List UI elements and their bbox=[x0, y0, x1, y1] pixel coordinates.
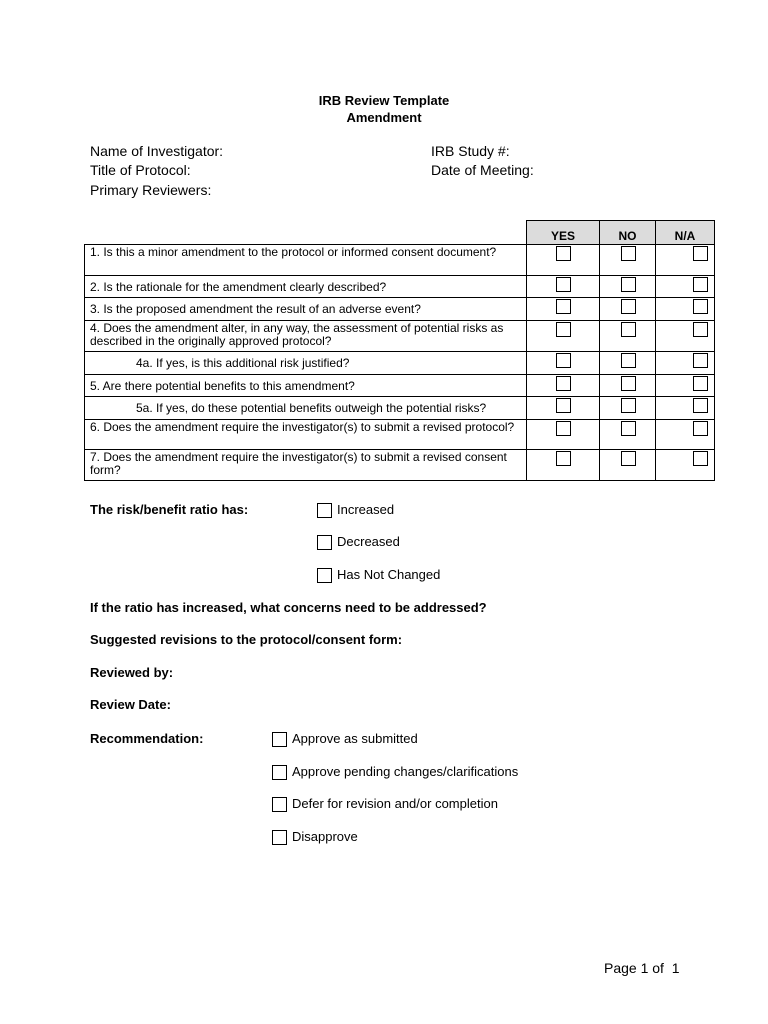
question-text: 7. Does the amendment require the investigator(s) to submit a revised consent form? bbox=[85, 450, 527, 481]
table-corner bbox=[85, 221, 527, 245]
na-cell bbox=[656, 397, 715, 420]
yes-checkbox[interactable] bbox=[556, 322, 571, 337]
revisions-label: Suggested revisions to the protocol/consent form: bbox=[90, 632, 403, 647]
approve-pending-checkbox[interactable] bbox=[272, 765, 287, 780]
question-text: 3. Is the proposed amendment the result of an adverse event? bbox=[85, 298, 527, 321]
yes-cell bbox=[527, 352, 600, 375]
defer-checkbox[interactable] bbox=[272, 797, 287, 812]
na-checkbox[interactable] bbox=[693, 421, 708, 436]
review-questions-table bbox=[84, 220, 715, 481]
meeting-date-label: Date of Meeting: bbox=[431, 162, 534, 178]
recommendation-option-disapprove[interactable] bbox=[272, 829, 552, 846]
table-row bbox=[85, 321, 715, 352]
column-header-no: NO bbox=[600, 221, 656, 245]
table-row bbox=[85, 397, 715, 420]
increased-checkbox[interactable] bbox=[317, 503, 332, 518]
disapprove-checkbox[interactable] bbox=[272, 830, 287, 845]
yes-cell bbox=[527, 298, 600, 321]
no-cell bbox=[600, 450, 656, 481]
no-checkbox[interactable] bbox=[621, 246, 636, 261]
no-cell bbox=[600, 352, 656, 375]
recommendation-option-defer[interactable] bbox=[272, 796, 552, 813]
recommendation-option-approve[interactable] bbox=[272, 731, 552, 748]
protocol-title-label: Title of Protocol: bbox=[90, 162, 191, 178]
na-cell bbox=[656, 420, 715, 450]
yes-checkbox[interactable] bbox=[556, 376, 571, 391]
defer-label: Defer for revision and/or completion bbox=[292, 796, 498, 811]
no-cell bbox=[600, 420, 656, 450]
na-checkbox[interactable] bbox=[693, 376, 708, 391]
review-date-label: Review Date: bbox=[90, 697, 171, 712]
document-title: IRB Review Template bbox=[318, 93, 450, 108]
column-header-yes: YES bbox=[527, 221, 600, 245]
yes-cell bbox=[527, 420, 600, 450]
na-cell bbox=[656, 375, 715, 397]
risk-option-not-changed[interactable] bbox=[317, 567, 517, 584]
na-checkbox[interactable] bbox=[693, 322, 708, 337]
na-cell bbox=[656, 276, 715, 298]
yes-checkbox[interactable] bbox=[556, 246, 571, 261]
yes-checkbox[interactable] bbox=[556, 277, 571, 292]
question-text: 2. Is the rationale for the amendment clearly described? bbox=[85, 276, 527, 298]
no-checkbox[interactable] bbox=[621, 353, 636, 368]
no-checkbox[interactable] bbox=[621, 277, 636, 292]
na-checkbox[interactable] bbox=[693, 299, 708, 314]
na-checkbox[interactable] bbox=[693, 451, 708, 466]
concerns-label: If the ratio has increased, what concerns need to be addressed? bbox=[90, 600, 487, 615]
reviewed-by-label: Reviewed by: bbox=[90, 665, 174, 680]
yes-checkbox[interactable] bbox=[556, 451, 571, 466]
not-changed-checkbox[interactable] bbox=[317, 568, 332, 583]
no-cell bbox=[600, 245, 656, 276]
reviewers-label: Primary Reviewers: bbox=[90, 182, 212, 198]
no-cell bbox=[600, 321, 656, 352]
disapprove-label: Disapprove bbox=[292, 829, 358, 844]
na-cell bbox=[656, 450, 715, 481]
no-checkbox[interactable] bbox=[621, 299, 636, 314]
yes-cell bbox=[527, 276, 600, 298]
no-checkbox[interactable] bbox=[621, 376, 636, 391]
na-checkbox[interactable] bbox=[693, 398, 708, 413]
recommendation-label: Recommendation: bbox=[90, 731, 204, 746]
question-text: 5. Are there potential benefits to this amendment? bbox=[85, 375, 527, 397]
decreased-label: Decreased bbox=[337, 534, 400, 549]
question-text: 6. Does the amendment require the investigator(s) to submit a revised protocol? bbox=[85, 420, 527, 450]
na-checkbox[interactable] bbox=[693, 277, 708, 292]
na-cell bbox=[656, 352, 715, 375]
question-text: 5a. If yes, do these potential benefits outweigh the potential risks? bbox=[85, 397, 527, 420]
decreased-checkbox[interactable] bbox=[317, 535, 332, 550]
na-cell bbox=[656, 298, 715, 321]
na-checkbox[interactable] bbox=[693, 246, 708, 261]
not-changed-label: Has Not Changed bbox=[337, 567, 441, 582]
study-number-label: IRB Study #: bbox=[431, 143, 510, 159]
no-checkbox[interactable] bbox=[621, 451, 636, 466]
table-row bbox=[85, 245, 715, 276]
yes-cell bbox=[527, 375, 600, 397]
table-row bbox=[85, 420, 715, 450]
document-subtitle: Amendment bbox=[346, 110, 422, 125]
approve-pending-label: Approve pending changes/clarifications bbox=[292, 764, 519, 779]
na-cell bbox=[656, 321, 715, 352]
yes-checkbox[interactable] bbox=[556, 398, 571, 413]
yes-cell bbox=[527, 397, 600, 420]
table-row bbox=[85, 298, 715, 321]
na-cell bbox=[656, 245, 715, 276]
no-checkbox[interactable] bbox=[621, 398, 636, 413]
yes-cell bbox=[527, 245, 600, 276]
na-checkbox[interactable] bbox=[693, 353, 708, 368]
table-row bbox=[85, 450, 715, 481]
yes-cell bbox=[527, 321, 600, 352]
yes-checkbox[interactable] bbox=[556, 299, 571, 314]
no-cell bbox=[600, 298, 656, 321]
table-row bbox=[85, 352, 715, 375]
risk-option-increased[interactable] bbox=[317, 502, 517, 519]
yes-cell bbox=[527, 450, 600, 481]
approve-label: Approve as submitted bbox=[292, 731, 418, 746]
no-checkbox[interactable] bbox=[621, 322, 636, 337]
column-header-na: N/A bbox=[656, 221, 715, 245]
table-row bbox=[85, 276, 715, 298]
risk-option-decreased[interactable] bbox=[317, 534, 517, 551]
no-cell bbox=[600, 276, 656, 298]
yes-checkbox[interactable] bbox=[556, 421, 571, 436]
question-text: 1. Is this a minor amendment to the protocol or informed consent document? bbox=[85, 245, 527, 276]
increased-label: Increased bbox=[337, 502, 395, 517]
page-number: Page 1 of 1 bbox=[604, 960, 680, 976]
question-text: 4a. If yes, is this additional risk justified? bbox=[85, 352, 527, 375]
question-text: 4. Does the amendment alter, in any way, the assessment of potential risks as described in the originally approved protocol? bbox=[85, 321, 527, 352]
table-row bbox=[85, 375, 715, 397]
no-cell bbox=[600, 375, 656, 397]
no-checkbox[interactable] bbox=[621, 421, 636, 436]
recommendation-option-approve-pending[interactable] bbox=[272, 764, 552, 781]
risk-benefit-label: The risk/benefit ratio has: bbox=[90, 502, 249, 517]
yes-checkbox[interactable] bbox=[556, 353, 571, 368]
approve-checkbox[interactable] bbox=[272, 732, 287, 747]
investigator-label: Name of Investigator: bbox=[90, 143, 224, 159]
no-cell bbox=[600, 397, 656, 420]
